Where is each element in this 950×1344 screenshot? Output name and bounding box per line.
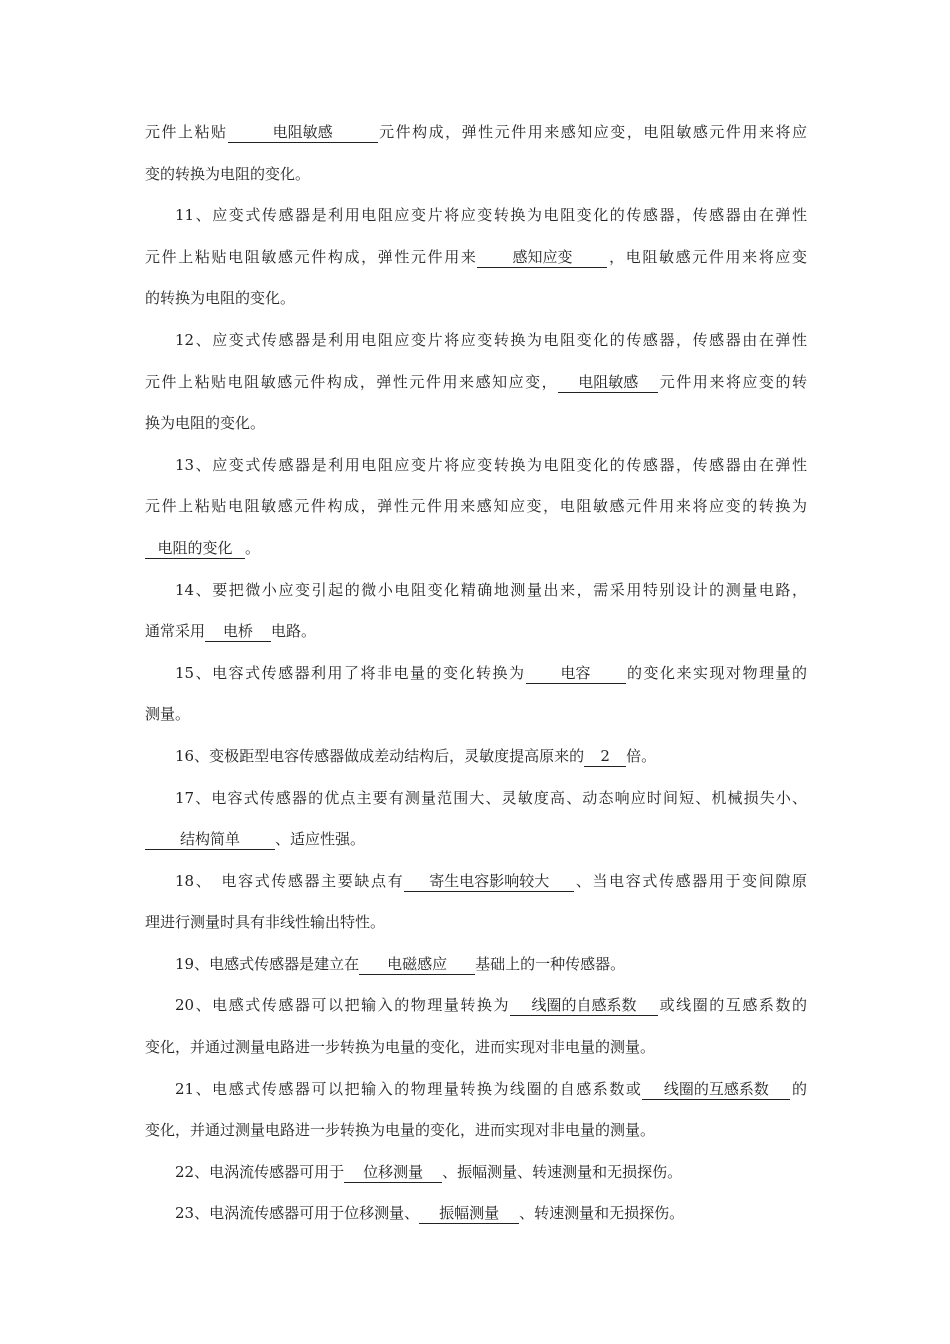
text-segment: 变化，并通过测量电路进一步转换为电量的变化，进而实现对非电量的测量。: [145, 1121, 656, 1140]
text-segment: 的变化来实现对物理量的: [625, 663, 807, 682]
text-segment: 18、 电容式传感器主要缺点有: [175, 871, 405, 890]
text-line: [145, 944, 807, 986]
text-line: [145, 528, 807, 570]
text-segment: 12、应变式传感器是利用电阻应变片将应变转换为电阻变化的传感器，传感器由在弹性: [175, 330, 807, 349]
text-line: [145, 486, 807, 528]
text-line: [145, 154, 807, 196]
text-segment: 变的转换为电阻的变化。: [145, 164, 311, 183]
fill-in-answer: 2: [584, 746, 626, 767]
text-line: [145, 694, 807, 736]
text-segment: 的: [790, 1079, 807, 1098]
text-line: [145, 570, 807, 612]
text-segment: 的转换为电阻的变化。: [145, 289, 296, 308]
text-segment: 15、电容式传感器利用了将非电量的变化转换为: [175, 663, 526, 682]
text-segment: 通常采用: [145, 622, 206, 641]
fill-in-answer: 感知应变: [477, 247, 607, 268]
text-segment: 元件构成，弹性元件用来感知应变，电阻敏感元件用来将应: [377, 123, 807, 141]
fill-in-answer: 电阻敏感: [228, 122, 378, 143]
text-segment: 、转速测量和无损探伤。: [519, 1204, 685, 1223]
text-segment: 23、电涡流传感器可用于位移测量、: [175, 1204, 420, 1223]
fill-in-answer: 线圈的互感系数: [642, 1079, 790, 1100]
text-segment: 、适应性强。: [275, 830, 366, 849]
text-line: [145, 362, 807, 404]
text-segment: 倍。: [626, 746, 657, 765]
text-line: [145, 1152, 807, 1194]
fill-in-answer: 电磁感应: [359, 954, 475, 975]
text-segment: 14、要把微小应变引起的微小电阻变化精确地测量出来，需采用特别设计的测量电路，: [175, 580, 807, 599]
text-line: [145, 195, 807, 237]
document-page: [145, 112, 807, 1235]
text-line: [145, 985, 807, 1027]
text-segment: 基础上的一种传感器。: [475, 954, 626, 973]
text-segment: 21、电感式传感器可以把输入的物理量转换为线圈的自感系数或: [175, 1079, 643, 1098]
text-line: [145, 736, 807, 778]
text-segment: 理进行测量时具有非线性输出特性。: [145, 913, 386, 932]
text-segment: 元件上粘贴: [145, 123, 228, 141]
text-line: [145, 1069, 807, 1111]
text-line: [145, 112, 807, 154]
text-segment: 。: [245, 538, 261, 557]
text-line: [145, 403, 807, 445]
text-line: [145, 1193, 807, 1235]
text-segment: 19、电感式传感器是建立在: [175, 954, 360, 973]
text-segment: 换为电阻的变化。: [145, 414, 266, 433]
fill-in-answer: 振幅测量: [419, 1203, 519, 1224]
fill-in-answer: 寄生电容影响较大: [404, 871, 574, 892]
text-line: [145, 611, 807, 653]
fill-in-answer: 电桥: [205, 621, 271, 642]
fill-in-answer: 位移测量: [344, 1162, 442, 1183]
text-line: [145, 237, 807, 279]
fill-in-answer: 电阻敏感: [558, 372, 658, 393]
text-line: [145, 1110, 807, 1152]
text-segment: 、当电容式传感器用于变间隙原: [574, 871, 807, 890]
text-line: [145, 653, 807, 695]
text-segment: 13、应变式传感器是利用电阻应变片将应变转换为电阻变化的传感器，传感器由在弹性: [175, 455, 807, 474]
text-line: [145, 445, 807, 487]
text-segment: 元件上粘贴电阻敏感元件构成，弹性元件用来感知应变，: [145, 372, 559, 391]
fill-in-answer: 电容: [526, 663, 626, 684]
text-segment: 22、电涡流传感器可用于: [175, 1162, 345, 1181]
text-segment: 变化，并通过测量电路进一步转换为电量的变化，进而实现对非电量的测量。: [145, 1038, 656, 1057]
text-segment: 、振幅测量、转速测量和无损探伤。: [442, 1162, 683, 1181]
text-line: [145, 861, 807, 903]
text-segment: 20、电感式传感器可以把输入的物理量转换为: [175, 996, 511, 1015]
text-segment: 16、变极距型电容传感器做成差动结构后，灵敏度提高原来的: [175, 746, 585, 765]
text-line: [145, 320, 807, 362]
text-segment: 或线圈的互感系数的: [658, 996, 807, 1015]
text-line: [145, 819, 807, 861]
text-line: [145, 1027, 807, 1069]
fill-in-answer: 线圈的自感系数: [510, 995, 658, 1016]
text-line: [145, 278, 807, 320]
text-segment: 元件用来将应变的转: [658, 372, 807, 391]
text-line: [145, 778, 807, 820]
text-segment: 元件上粘贴电阻敏感元件构成，弹性元件用来感知应变，电阻敏感元件用来将应变的转换为: [145, 497, 807, 516]
text-segment: 电路。: [271, 622, 317, 641]
fill-in-answer: 结构简单: [145, 829, 275, 850]
text-segment: 元件上粘贴电阻敏感元件构成，弹性元件用来: [145, 247, 478, 266]
text-line: [145, 902, 807, 944]
text-segment: 17、电容式传感器的优点主要有测量范围大、灵敏度高、动态响应时间短、机械损失小、: [175, 788, 807, 807]
text-segment: 11、应变式传感器是利用电阻应变片将应变转换为电阻变化的传感器，传感器由在弹性: [175, 206, 807, 225]
fill-in-answer: 电阻的变化: [145, 538, 245, 559]
text-segment: ，电阻敏感元件用来将应变: [607, 247, 807, 266]
text-segment: 测量。: [145, 705, 191, 724]
